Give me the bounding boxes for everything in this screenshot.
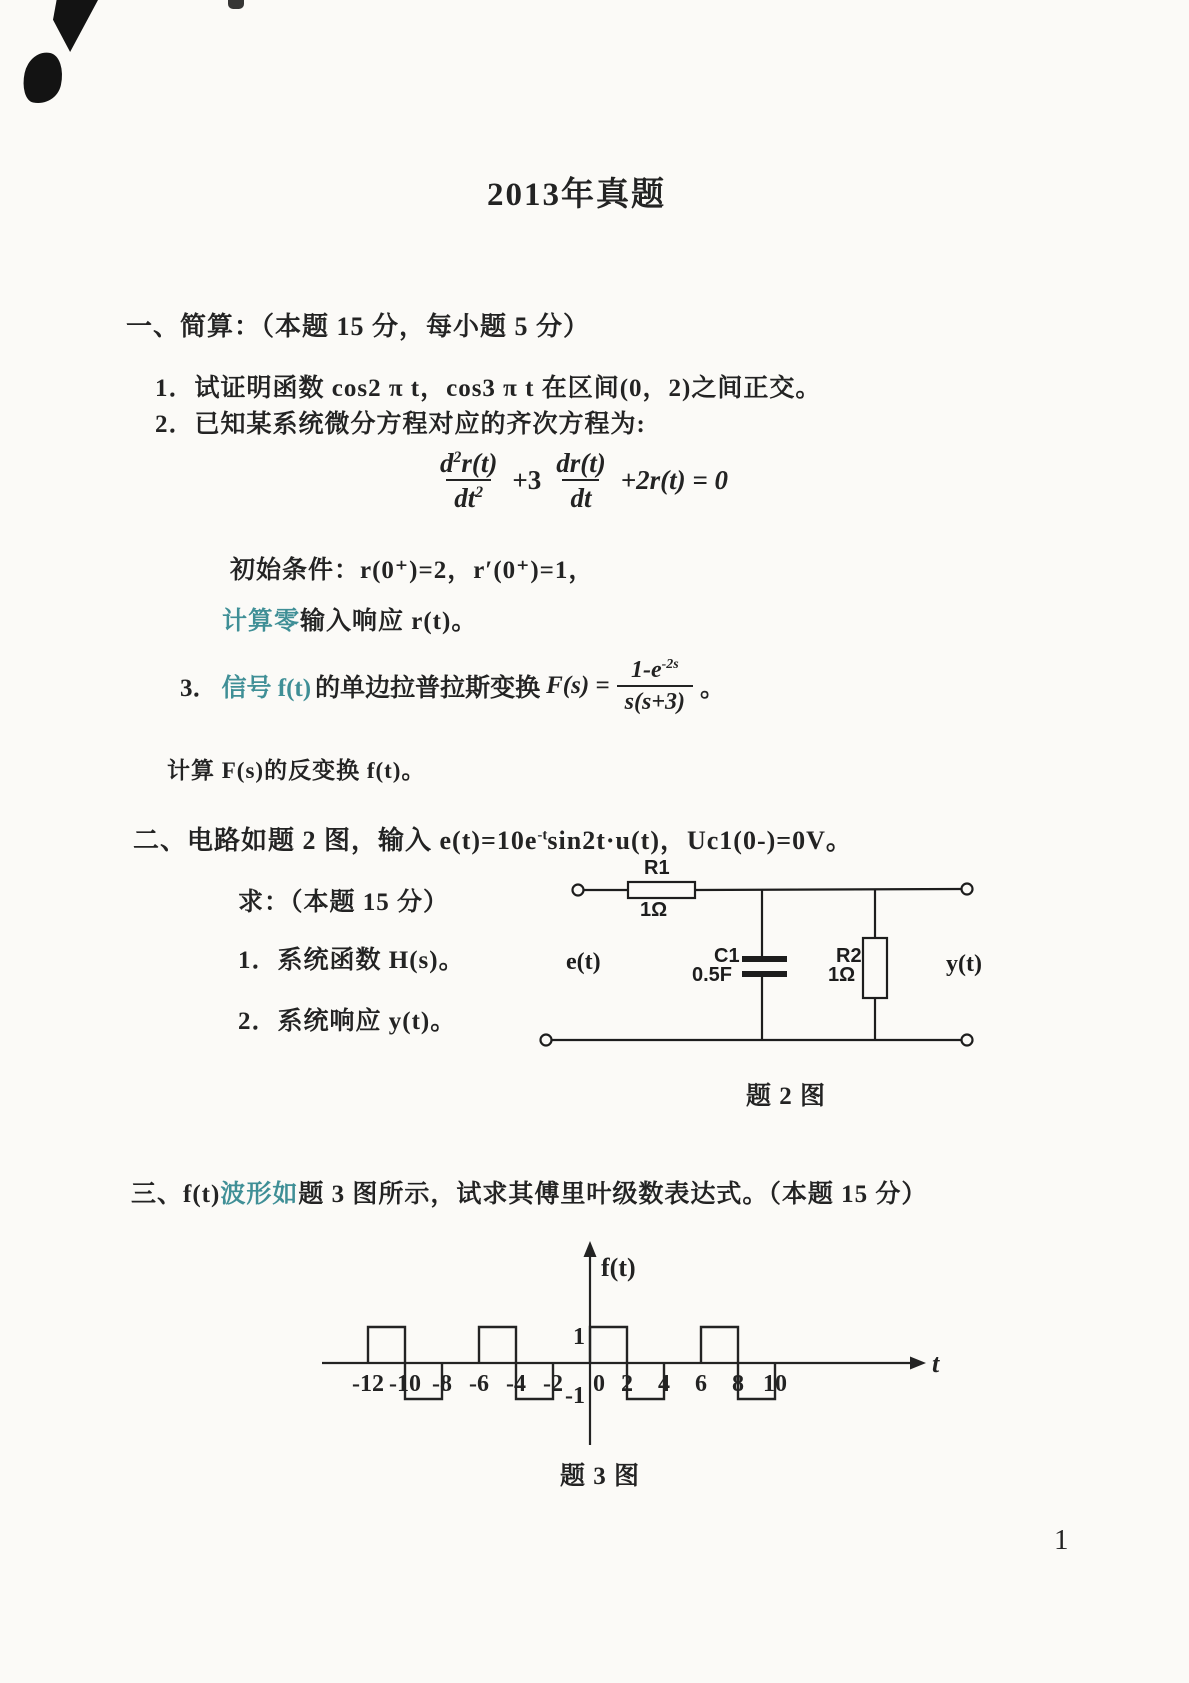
circuit-figure: [530, 855, 990, 1055]
c1-value-label: 0.5F: [692, 964, 733, 986]
q1-item1: 1．试证明函数 cos2 π t，cos3 π t 在区间(0，2)之间正交。: [155, 375, 822, 402]
section3-heading: 三、f(t)波形如题 3 图所示，试求其傅里叶级数表达式。（本题 15 分）: [131, 1181, 928, 1208]
q2-ask: 求：（本题 15 分）: [238, 889, 450, 916]
x-tick-label: -10: [389, 1371, 421, 1397]
x-tick-label: 0: [593, 1371, 605, 1397]
q1-zero-input-line: [222, 601, 477, 637]
fraction-denominator: $dt^2$: [446, 479, 491, 513]
q3-teal: 波形如: [220, 1181, 299, 1208]
waveform-plot: [300, 1240, 960, 1455]
page-number: 1: [1054, 1524, 1069, 1556]
equation-operator: +3: [512, 465, 542, 496]
figure3-caption: 题 3 图: [560, 1463, 641, 1490]
q1-item3-end: 。: [700, 675, 726, 702]
x-tick-label: -6: [469, 1371, 489, 1397]
y-tick-bottom: -1: [565, 1383, 585, 1409]
input-signal-label: e(t): [566, 949, 601, 975]
q1-item3-mid: 的单边拉普拉斯变换: [315, 675, 541, 702]
wire: [695, 889, 962, 890]
fraction: [432, 448, 505, 513]
x-axis-label: t: [932, 1349, 940, 1378]
fraction-numerator: $d^2r(t)$: [440, 448, 498, 478]
r1-label: R1: [644, 857, 670, 879]
scan-artifact: [228, 0, 244, 9]
waveform-figure: [300, 1240, 960, 1455]
x-tick-label: 2: [621, 1371, 633, 1397]
x-tick-label: -8: [432, 1371, 452, 1397]
x-axis-arrow: [910, 1357, 926, 1370]
output-terminal: [962, 1035, 973, 1046]
q3-ft: f(t): [183, 1181, 221, 1208]
scan-artifact: [53, 0, 98, 52]
input-terminal: [541, 1035, 552, 1046]
x-tick-label: -4: [506, 1371, 526, 1397]
x-tick-label: 10: [763, 1371, 787, 1397]
q1-item3-number: 3．: [180, 675, 218, 702]
output-signal-label: y(t): [946, 951, 982, 977]
section1-heading: 一、简算：（本题 15 分，每小题 5 分）: [126, 312, 591, 341]
fraction-numerator: dr(t): [556, 448, 606, 478]
equation-tail: +2r(t) = 0: [620, 465, 728, 496]
x-tick-label: -12: [352, 1371, 384, 1397]
r2-label: R2: [836, 945, 862, 967]
input-terminal: [573, 885, 584, 896]
x-tick-label: 6: [695, 1371, 707, 1397]
y-axis-label: f(t): [601, 1253, 636, 1282]
fraction-numerator: $1-e^{-2s}$: [631, 656, 679, 683]
x-tick-label: -2: [543, 1371, 563, 1397]
equation-differential: [425, 448, 728, 513]
figure2-caption: 题 2 图: [746, 1083, 827, 1110]
x-tick-label: 8: [732, 1371, 744, 1397]
y-axis-arrow: [584, 1241, 597, 1257]
resistor-r1-box: [628, 882, 695, 898]
section2-heading: 二、电路如题 2 图，输入 $e(t)=10e^{-t}\sin 2t\cdot u(t)$，Uc1(0-)=0V。: [133, 826, 853, 855]
fraction: [617, 657, 693, 716]
q1-zero-input-rest: 输入响应 r(t)。: [300, 608, 478, 635]
c1-label: C1: [714, 945, 740, 967]
q1-item3-signal: 信号 f(t): [221, 675, 312, 702]
x-tick-label: 4: [658, 1371, 670, 1397]
scan-artifact: [19, 49, 67, 108]
q2-sub2: 2．系统响应 y(t)。: [238, 1008, 457, 1035]
q1-initial-conditions: 初始条件：r(0⁺)=2，r′(0⁺)=1，: [230, 557, 595, 584]
resistor-r2-box: [863, 938, 887, 998]
q1-item2: 2．已知某系统微分方程对应的齐次方程为:: [155, 411, 646, 438]
y-tick-top: 1: [573, 1324, 585, 1350]
q1-item3: [180, 650, 725, 722]
fraction-denominator: s(s+3): [617, 685, 693, 716]
output-terminal: [962, 884, 973, 895]
r2-value-label: 1Ω: [828, 964, 856, 986]
q1-inverse-line: 计算 F(s)的反变换 f(t)。: [167, 758, 426, 783]
q1-item3-Fs: F(s) =: [546, 672, 610, 699]
q1-zero-input-teal: 计算零: [222, 608, 301, 635]
fraction: [548, 448, 614, 513]
q2-sub1: 1．系统函数 H(s)。: [238, 947, 465, 974]
r1-value-label: 1Ω: [640, 899, 668, 921]
page-title: 2013年真题: [487, 177, 666, 213]
fraction-denominator: dt: [562, 479, 599, 513]
